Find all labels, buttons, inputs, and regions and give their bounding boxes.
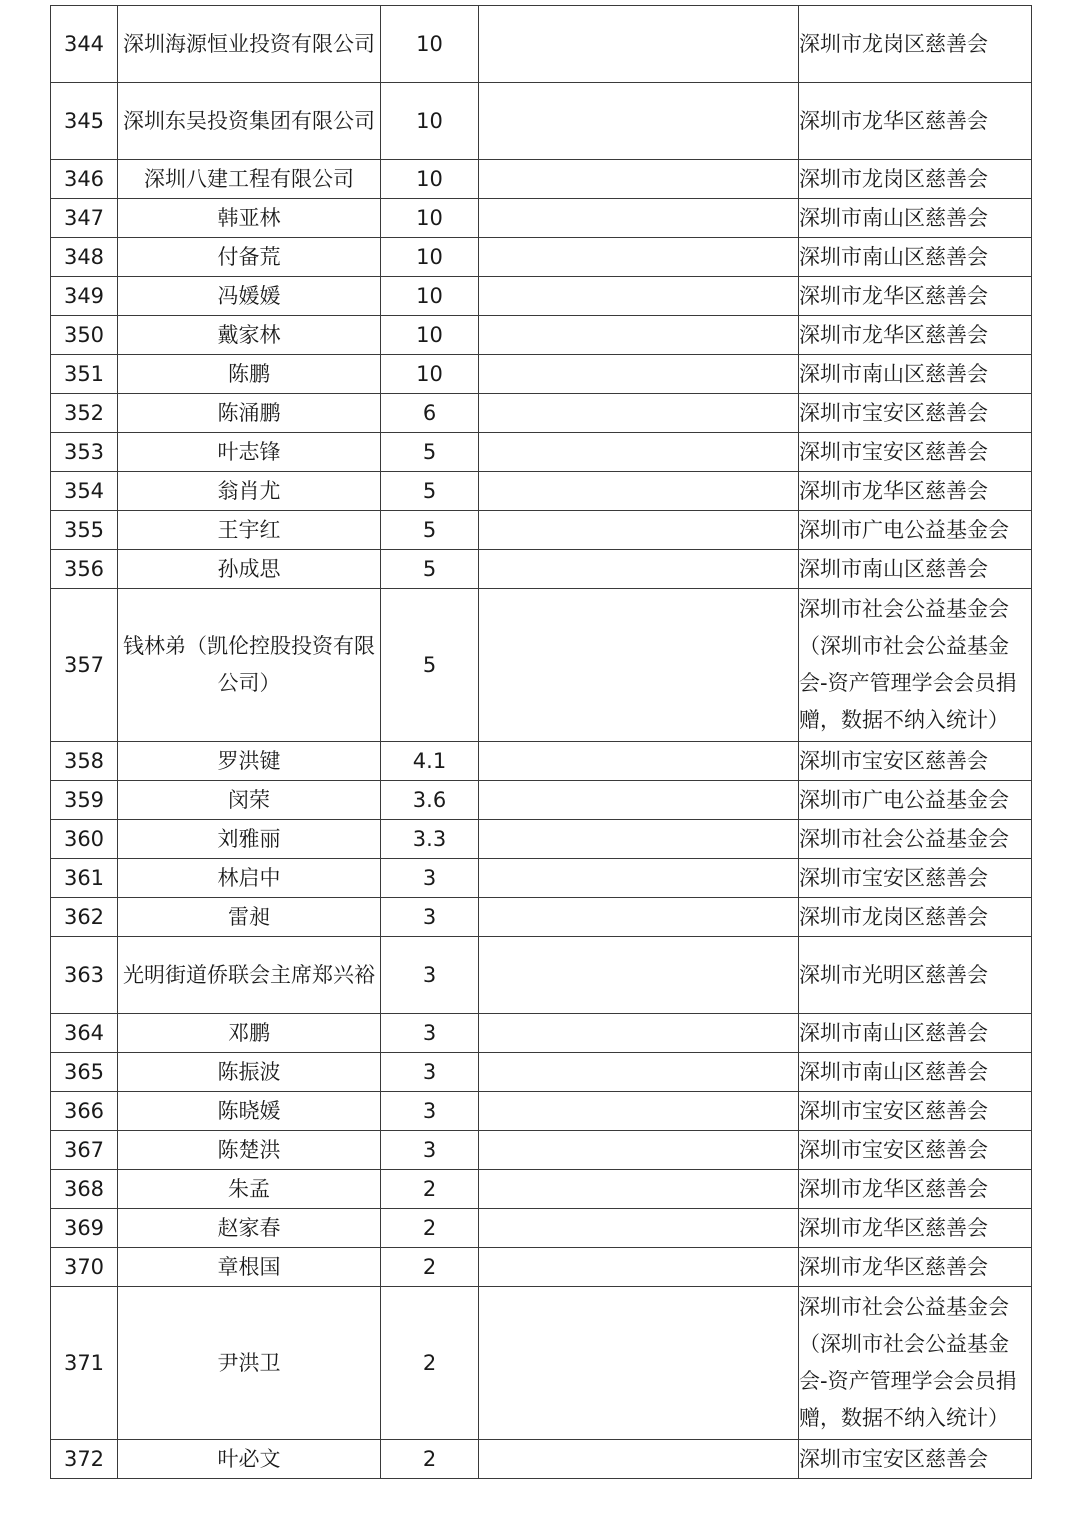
recipient-organization-cell: 深圳市宝安区慈善会 — [799, 1092, 1032, 1131]
donor-name-cell: 叶志锋 — [118, 433, 381, 472]
remark-cell — [479, 781, 799, 820]
donation-amount-cell: 3 — [381, 859, 479, 898]
row-number-cell: 353 — [51, 433, 118, 472]
donation-amount-cell: 10 — [381, 199, 479, 238]
donor-name-cell: 深圳东吴投资集团有限公司 — [118, 83, 381, 160]
donation-amount-cell: 10 — [381, 238, 479, 277]
table-row — [51, 937, 1032, 1014]
table-row — [51, 511, 1032, 550]
donation-amount-cell: 3.6 — [381, 781, 479, 820]
row-number-cell: 367 — [51, 1131, 118, 1170]
donor-name-cell: 陈楚洪 — [118, 1131, 381, 1170]
donor-name-cell: 林启中 — [118, 859, 381, 898]
remark-cell — [479, 83, 799, 160]
recipient-organization-cell: 深圳市龙华区慈善会 — [799, 1170, 1032, 1209]
remark-cell — [479, 472, 799, 511]
row-number-cell: 347 — [51, 199, 118, 238]
recipient-organization-cell: 深圳市龙华区慈善会 — [799, 1209, 1032, 1248]
donation-amount-cell: 2 — [381, 1287, 479, 1440]
donor-name-cell: 陈晓媛 — [118, 1092, 381, 1131]
remark-cell — [479, 355, 799, 394]
donor-name-cell: 陈涌鹏 — [118, 394, 381, 433]
recipient-organization-cell: 深圳市广电公益基金会 — [799, 511, 1032, 550]
donation-amount-cell: 5 — [381, 472, 479, 511]
table-row — [51, 277, 1032, 316]
remark-cell — [479, 277, 799, 316]
remark-cell — [479, 433, 799, 472]
donor-name-cell: 光明街道侨联会主席郑兴裕 — [118, 937, 381, 1014]
table-row — [51, 1131, 1032, 1170]
remark-cell — [479, 1170, 799, 1209]
donation-amount-cell: 2 — [381, 1440, 479, 1479]
donor-name-cell: 罗洪键 — [118, 742, 381, 781]
donor-name-cell: 翁肖尤 — [118, 472, 381, 511]
table-row — [51, 433, 1032, 472]
recipient-organization-cell: 深圳市龙华区慈善会 — [799, 316, 1032, 355]
remark-cell — [479, 742, 799, 781]
table-row — [51, 6, 1032, 83]
donation-amount-cell: 10 — [381, 355, 479, 394]
row-number-cell: 369 — [51, 1209, 118, 1248]
donor-name-cell: 刘雅丽 — [118, 820, 381, 859]
table-row — [51, 742, 1032, 781]
donation-amount-cell: 3 — [381, 1092, 479, 1131]
row-number-cell: 349 — [51, 277, 118, 316]
table-row — [51, 1092, 1032, 1131]
donation-amount-cell: 6 — [381, 394, 479, 433]
row-number-cell: 351 — [51, 355, 118, 394]
row-number-cell: 371 — [51, 1287, 118, 1440]
donation-amount-cell: 10 — [381, 83, 479, 160]
table-row — [51, 83, 1032, 160]
donation-amount-cell: 5 — [381, 589, 479, 742]
donation-amount-cell: 10 — [381, 160, 479, 199]
recipient-organization-cell: 深圳市南山区慈善会 — [799, 1014, 1032, 1053]
table-row — [51, 394, 1032, 433]
recipient-organization-cell: 深圳市广电公益基金会 — [799, 781, 1032, 820]
remark-cell — [479, 1131, 799, 1170]
recipient-organization-cell: 深圳市龙岗区慈善会 — [799, 898, 1032, 937]
recipient-organization-cell: 深圳市南山区慈善会 — [799, 238, 1032, 277]
table-row — [51, 238, 1032, 277]
recipient-organization-cell: 深圳市南山区慈善会 — [799, 355, 1032, 394]
table-row — [51, 199, 1032, 238]
donation-amount-cell: 2 — [381, 1248, 479, 1287]
remark-cell — [479, 1248, 799, 1287]
remark-cell — [479, 1092, 799, 1131]
row-number-cell: 354 — [51, 472, 118, 511]
donation-amount-cell: 5 — [381, 550, 479, 589]
donation-amount-cell: 3 — [381, 1131, 479, 1170]
donation-amount-cell: 5 — [381, 433, 479, 472]
row-number-cell: 359 — [51, 781, 118, 820]
remark-cell — [479, 937, 799, 1014]
row-number-cell: 372 — [51, 1440, 118, 1479]
row-number-cell: 368 — [51, 1170, 118, 1209]
row-number-cell: 366 — [51, 1092, 118, 1131]
donation-table — [50, 5, 1032, 1479]
recipient-organization-cell: 深圳市宝安区慈善会 — [799, 394, 1032, 433]
remark-cell — [479, 511, 799, 550]
recipient-organization-cell: 深圳市龙岗区慈善会 — [799, 160, 1032, 199]
remark-cell — [479, 394, 799, 433]
row-number-cell: 345 — [51, 83, 118, 160]
recipient-organization-cell: 深圳市宝安区慈善会 — [799, 742, 1032, 781]
recipient-organization-cell: 深圳市南山区慈善会 — [799, 550, 1032, 589]
donor-name-cell: 闵荣 — [118, 781, 381, 820]
donor-name-cell: 付备荒 — [118, 238, 381, 277]
donor-name-cell: 叶必文 — [118, 1440, 381, 1479]
table-row — [51, 820, 1032, 859]
table-row — [51, 898, 1032, 937]
remark-cell — [479, 589, 799, 742]
table-row — [51, 589, 1032, 742]
row-number-cell: 363 — [51, 937, 118, 1014]
donation-amount-cell: 3 — [381, 937, 479, 1014]
row-number-cell: 352 — [51, 394, 118, 433]
row-number-cell: 361 — [51, 859, 118, 898]
remark-cell — [479, 859, 799, 898]
donor-name-cell: 朱孟 — [118, 1170, 381, 1209]
donation-amount-cell: 3.3 — [381, 820, 479, 859]
table-row — [51, 781, 1032, 820]
donation-amount-cell: 2 — [381, 1170, 479, 1209]
table-row — [51, 550, 1032, 589]
recipient-organization-cell: 深圳市宝安区慈善会 — [799, 433, 1032, 472]
row-number-cell: 346 — [51, 160, 118, 199]
table-row — [51, 472, 1032, 511]
table-row — [51, 1248, 1032, 1287]
recipient-organization-cell: 深圳市宝安区慈善会 — [799, 1440, 1032, 1479]
donor-name-cell: 陈鹏 — [118, 355, 381, 394]
remark-cell — [479, 898, 799, 937]
remark-cell — [479, 238, 799, 277]
table-row — [51, 160, 1032, 199]
donor-name-cell: 赵家春 — [118, 1209, 381, 1248]
row-number-cell: 348 — [51, 238, 118, 277]
table-row — [51, 1287, 1032, 1440]
recipient-organization-cell: 深圳市宝安区慈善会 — [799, 1131, 1032, 1170]
recipient-organization-cell: 深圳市龙华区慈善会 — [799, 83, 1032, 160]
donor-name-cell: 深圳八建工程有限公司 — [118, 160, 381, 199]
donation-amount-cell: 3 — [381, 1014, 479, 1053]
row-number-cell: 357 — [51, 589, 118, 742]
remark-cell — [479, 550, 799, 589]
row-number-cell: 358 — [51, 742, 118, 781]
donor-name-cell: 王宇红 — [118, 511, 381, 550]
table-row — [51, 859, 1032, 898]
remark-cell — [479, 1440, 799, 1479]
table-row — [51, 316, 1032, 355]
donor-name-cell: 雷昶 — [118, 898, 381, 937]
row-number-cell: 355 — [51, 511, 118, 550]
row-number-cell: 365 — [51, 1053, 118, 1092]
recipient-organization-cell: 深圳市龙华区慈善会 — [799, 1248, 1032, 1287]
donor-name-cell: 章根国 — [118, 1248, 381, 1287]
remark-cell — [479, 1287, 799, 1440]
recipient-organization-cell: 深圳市龙华区慈善会 — [799, 472, 1032, 511]
remark-cell — [479, 1053, 799, 1092]
remark-cell — [479, 199, 799, 238]
donor-name-cell: 深圳海源恒业投资有限公司 — [118, 6, 381, 83]
table-row — [51, 1053, 1032, 1092]
donor-name-cell: 戴家林 — [118, 316, 381, 355]
remark-cell — [479, 1014, 799, 1053]
donation-amount-cell: 4.1 — [381, 742, 479, 781]
donation-amount-cell: 10 — [381, 277, 479, 316]
row-number-cell: 362 — [51, 898, 118, 937]
row-number-cell: 370 — [51, 1248, 118, 1287]
recipient-organization-cell: 深圳市社会公益基金会（深圳市社会公益基金会-资产管理学会会员捐赠，数据不纳入统计） — [799, 1287, 1032, 1440]
donor-name-cell: 孙成思 — [118, 550, 381, 589]
recipient-organization-cell: 深圳市光明区慈善会 — [799, 937, 1032, 1014]
recipient-organization-cell: 深圳市宝安区慈善会 — [799, 859, 1032, 898]
table-row — [51, 1170, 1032, 1209]
remark-cell — [479, 6, 799, 83]
donor-name-cell: 冯媛媛 — [118, 277, 381, 316]
table-row — [51, 355, 1032, 394]
recipient-organization-cell: 深圳市南山区慈善会 — [799, 1053, 1032, 1092]
row-number-cell: 360 — [51, 820, 118, 859]
recipient-organization-cell: 深圳市南山区慈善会 — [799, 199, 1032, 238]
remark-cell — [479, 316, 799, 355]
donor-name-cell: 陈振波 — [118, 1053, 381, 1092]
donor-name-cell: 邓鹏 — [118, 1014, 381, 1053]
recipient-organization-cell: 深圳市社会公益基金会（深圳市社会公益基金会-资产管理学会会员捐赠，数据不纳入统计） — [799, 589, 1032, 742]
row-number-cell: 356 — [51, 550, 118, 589]
donor-name-cell: 钱林弟（凯伦控股投资有限公司） — [118, 589, 381, 742]
table-row — [51, 1440, 1032, 1479]
donation-amount-cell: 2 — [381, 1209, 479, 1248]
donation-amount-cell: 10 — [381, 6, 479, 83]
donation-amount-cell: 5 — [381, 511, 479, 550]
row-number-cell: 344 — [51, 6, 118, 83]
recipient-organization-cell: 深圳市龙华区慈善会 — [799, 277, 1032, 316]
table-body — [51, 6, 1032, 1479]
remark-cell — [479, 820, 799, 859]
row-number-cell: 350 — [51, 316, 118, 355]
donation-amount-cell: 10 — [381, 316, 479, 355]
table-row — [51, 1209, 1032, 1248]
remark-cell — [479, 160, 799, 199]
table-row — [51, 1014, 1032, 1053]
donor-name-cell: 韩亚林 — [118, 199, 381, 238]
row-number-cell: 364 — [51, 1014, 118, 1053]
recipient-organization-cell: 深圳市社会公益基金会 — [799, 820, 1032, 859]
donation-amount-cell: 3 — [381, 898, 479, 937]
recipient-organization-cell: 深圳市龙岗区慈善会 — [799, 6, 1032, 83]
donation-amount-cell: 3 — [381, 1053, 479, 1092]
remark-cell — [479, 1209, 799, 1248]
donor-name-cell: 尹洪卫 — [118, 1287, 381, 1440]
